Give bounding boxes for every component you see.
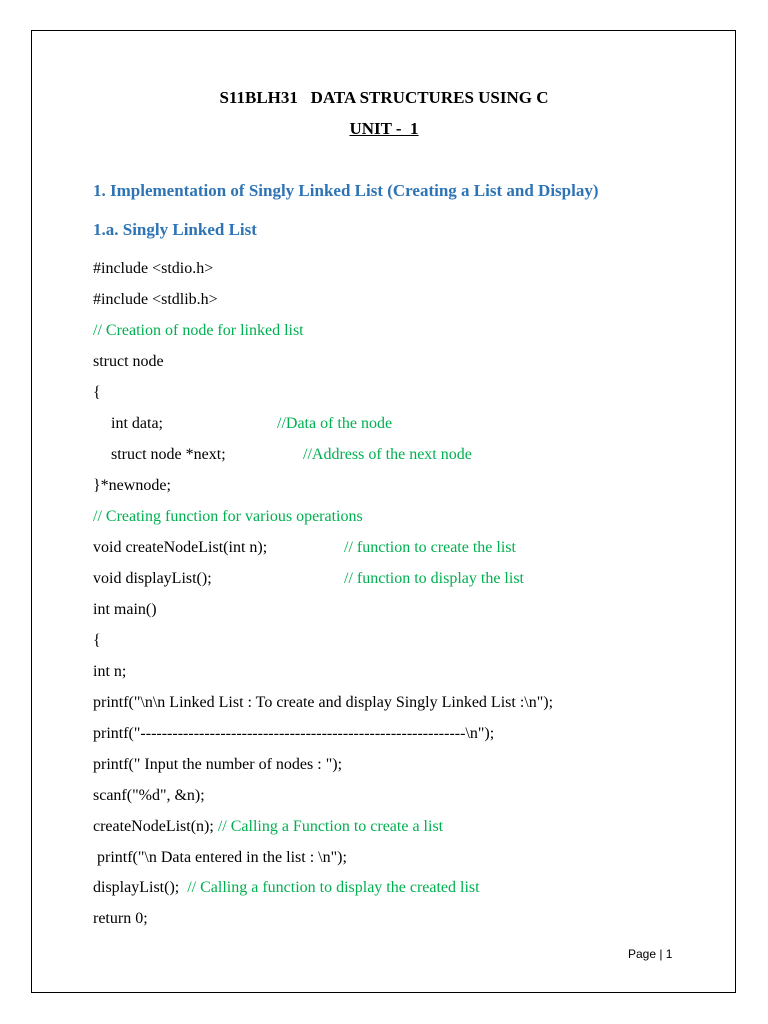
code-line: }*newnode; [93,477,171,494]
code-line: void displayList(); [93,570,212,587]
code-line: struct node *next; [111,446,226,463]
code-line: int main() [93,601,157,618]
code-line: int n; [93,663,127,680]
section-heading: 1. Implementation of Singly Linked List (Creating a List and Display) [93,181,599,200]
code-line: #include <stdlib.h> [93,291,218,308]
code-line: printf("\n\n Linked List : To create and display Singly Linked List :\n"); [93,694,554,711]
code-line: #include <stdio.h> [93,260,214,277]
code-comment-line: // Creation of node for linked list [93,322,304,339]
code-line: { [93,632,101,649]
code-comment: // function to create the list [344,539,516,556]
code-line: { [93,384,101,401]
page-number: Page | 1 [628,947,673,961]
code-line: return 0; [93,910,148,927]
subsection-heading: 1.a. Singly Linked List [93,220,257,239]
code-line: displayList(); // Calling a function to display the created list [93,879,480,896]
code-line: void createNodeList(int n); [93,539,268,556]
code-comment: // function to display the list [344,570,524,587]
code-comment: // Calling a function to display the created list [187,879,480,896]
code-line: printf(" Input the number of nodes : "); [93,756,343,773]
code-line: scanf("%d", &n); [93,787,205,804]
unit-label: UNIT - 1 [349,119,419,138]
code-line: createNodeList(n); // Calling a Function to create a list [93,818,444,835]
code-comment: //Address of the next node [303,446,472,463]
course-title: S11BLH31 DATA STRUCTURES USING C [219,88,549,107]
code-comment-line: // Creating function for various operations [93,508,363,525]
code-line: printf("-------------------------------------------------------------\n"); [93,725,495,742]
unit-title [0,119,768,139]
code-comment: //Data of the node [277,415,393,432]
code-line: struct node [93,353,164,370]
code-line: printf("\n Data entered in the list : \n"); [97,849,347,866]
code-comment: // Calling a Function to create a list [217,818,444,835]
code-line: int data; [111,415,163,432]
